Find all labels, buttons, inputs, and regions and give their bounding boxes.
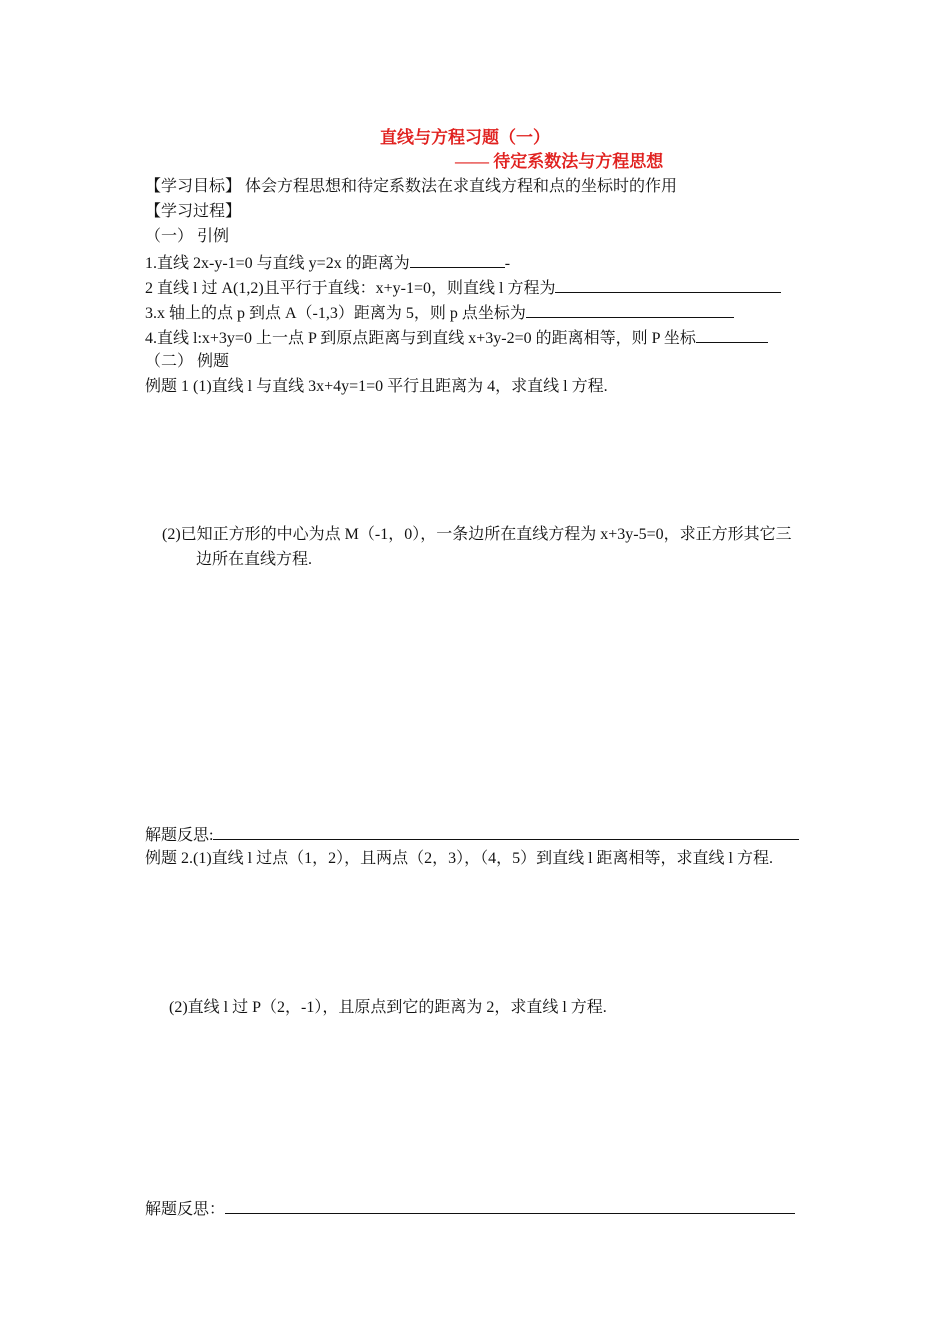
question-4 xyxy=(145,326,768,350)
answer-blank-3[interactable] xyxy=(526,301,734,318)
question-1-text: 1.直线 2x-y-1=0 与直线 y=2x 的距离为 xyxy=(145,255,410,272)
example-1-part-1: 例题 1 (1)直线 l 与直线 3x+4y=1=0 平行且距离为 4，求直线 l 方程. xyxy=(145,378,608,395)
page-subtitle: —— 待定系数法与方程思想 xyxy=(455,152,664,171)
reflection-2-label: 解题反思： xyxy=(145,1201,226,1218)
answer-blank-1[interactable] xyxy=(410,251,505,268)
reflection-2-blank[interactable] xyxy=(225,1197,795,1214)
example-2-part-1: 例题 2.(1)直线 l 过点（1，2），且两点（2，3），（4，5）到直线 l 距离相等，求直线 l 方程. xyxy=(145,850,773,867)
page-title: 直线与方程习题（一） xyxy=(380,128,550,147)
learning-process-heading: 【学习过程】 xyxy=(145,203,242,220)
question-1 xyxy=(145,251,510,275)
example-2-part-2: (2)直线 l 过 P（2，-1），且原点到它的距离为 2，求直线 l 方程. xyxy=(169,999,607,1016)
question-2 xyxy=(145,276,781,300)
example-1-part-2-line-1: (2)已知正方形的中心为点 M（-1，0），一条边所在直线方程为 x+3y-5=0，求正方形其它三 xyxy=(162,526,792,543)
reflection-1-label: 解题反思: xyxy=(145,827,214,844)
reflection-2 xyxy=(145,1197,795,1221)
reflection-1-blank[interactable] xyxy=(213,823,799,840)
reflection-1 xyxy=(145,823,799,847)
question-2-text: 2 直线 l 过 A(1,2)且平行于直线：x+y-1=0，则直线 l 方程为 xyxy=(145,280,556,297)
answer-blank-4[interactable] xyxy=(696,326,768,343)
answer-blank-2[interactable] xyxy=(555,276,781,293)
section-heading-examples: （二） 例题 xyxy=(145,353,230,370)
example-1-part-2-line-2: 边所在直线方程. xyxy=(196,551,313,568)
section-heading-intro: （一） 引例 xyxy=(145,228,230,245)
question-1-tail: - xyxy=(504,255,511,272)
question-3-text: 3.x 轴上的点 p 到点 A（-1,3）距离为 5，则 p 点坐标为 xyxy=(145,305,526,322)
question-3 xyxy=(145,301,734,325)
learning-goal: 【学习目标】 体会方程思想和待定系数法在求直线方程和点的坐标时的作用 xyxy=(145,178,678,195)
question-4-text: 4.直线 l:x+3y=0 上一点 P 到原点距离与到直线 x+3y-2=0 的距离相等，则 P 坐标 xyxy=(145,330,696,347)
